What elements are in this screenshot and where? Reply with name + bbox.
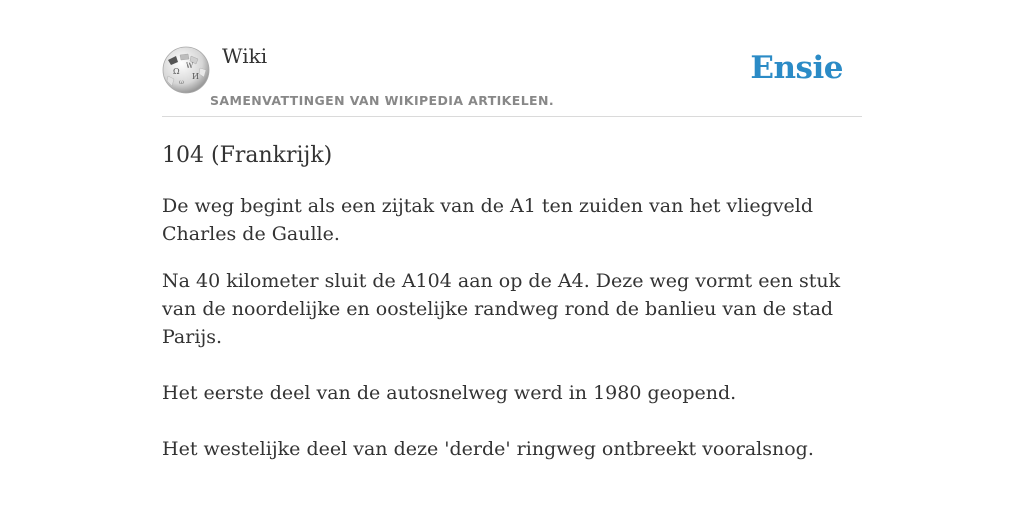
svg-text:W: W	[186, 62, 194, 70]
article-title: 104 (Frankrijk)	[162, 143, 333, 168]
site-header	[162, 0, 862, 117]
svg-text:И: И	[192, 72, 199, 81]
site-name[interactable]: Wiki	[222, 44, 268, 68]
article-paragraph: Het eerste deel van de autosnelweg werd in 1980 geopend.	[162, 382, 737, 404]
svg-text:ω: ω	[179, 79, 184, 86]
svg-text:Ω: Ω	[173, 67, 180, 76]
page	[162, 0, 862, 463]
brand-logo-link[interactable]: Ensie	[750, 50, 843, 86]
article-paragraph: De weg begint als een zijtak van de A1 ten zuiden van het vliegveld Charles de Gaulle.	[162, 195, 814, 245]
site-tagline: SAMENVATTINGEN VAN WIKIPEDIA ARTIKELEN.	[210, 93, 555, 108]
wikipedia-globe-icon[interactable]	[162, 46, 210, 94]
article-paragraph: Na 40 kilometer sluit de A104 aan op de A4. Deze weg vormt een stuk van de noordelijke en oostelijke randweg rond de banlieu van de stad Parijs.	[162, 270, 841, 348]
article-paragraph: Het westelijke deel van deze 'derde' ringweg ontbreekt vooralsnog.	[162, 438, 814, 460]
article-body	[162, 192, 862, 463]
